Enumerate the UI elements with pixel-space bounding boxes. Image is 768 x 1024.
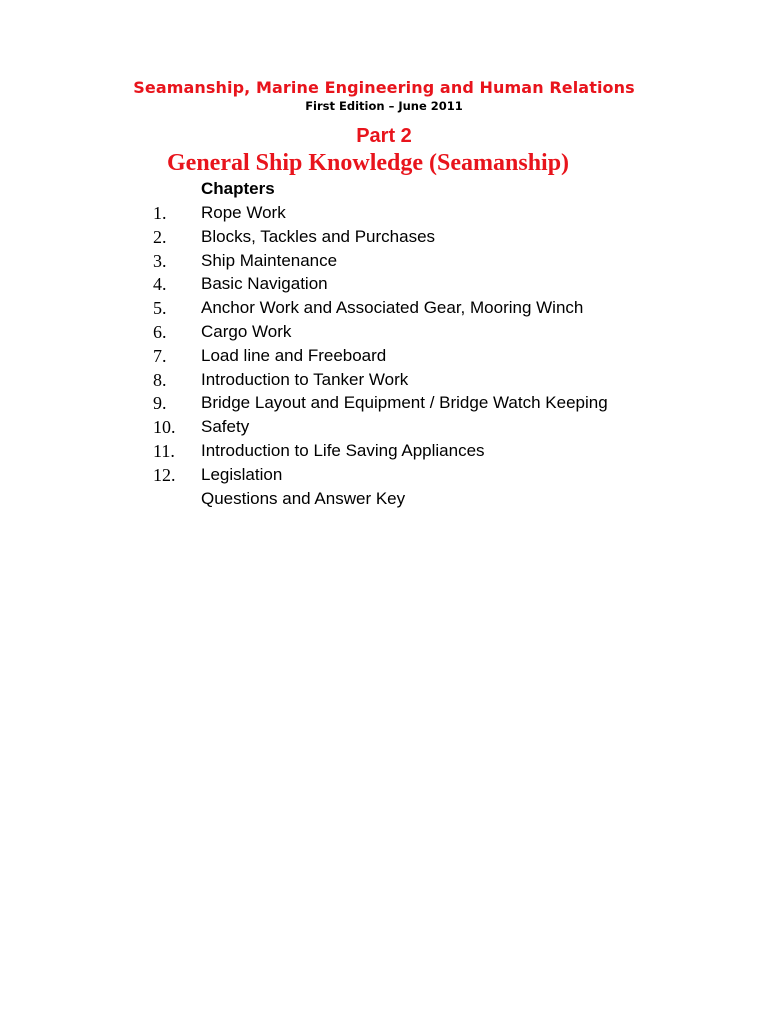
list-item <box>0 251 768 275</box>
chapter-number: 10. <box>153 417 176 438</box>
list-item <box>0 465 768 489</box>
chapters-heading: Chapters <box>201 179 275 198</box>
list-item <box>0 489 768 513</box>
chapter-title: Cargo Work <box>201 321 292 341</box>
chapter-title: Blocks, Tackles and Purchases <box>201 226 436 246</box>
part-label: Part 2 <box>356 125 412 147</box>
chapter-number: 11. <box>153 440 175 461</box>
chapter-title: Basic Navigation <box>201 274 328 294</box>
list-item <box>0 203 768 227</box>
list-item <box>0 441 768 465</box>
book-title: Seamanship, Marine Engineering and Human Relations <box>133 78 635 97</box>
chapter-title: Legislation <box>201 464 283 484</box>
part-title: General Ship Knowledge (Seamanship) <box>167 150 570 176</box>
chapter-number: 4. <box>153 274 167 295</box>
chapter-number: 1. <box>153 203 167 223</box>
list-item <box>0 274 768 298</box>
list-item <box>0 322 768 346</box>
chapter-title: Introduction to Life Saving Appliances <box>201 440 485 460</box>
list-item <box>0 227 768 251</box>
chapter-title: Questions and Answer Key <box>201 488 406 508</box>
list-item <box>0 298 768 322</box>
chapter-title: Anchor Work and Associated Gear, Mooring Winch <box>201 298 584 318</box>
chapter-title: Load line and Freeboard <box>201 345 387 365</box>
list-item <box>0 393 768 417</box>
chapter-number: 3. <box>153 250 167 271</box>
chapter-title: Bridge Layout and Equipment / Bridge Watch Keeping <box>201 393 608 413</box>
chapter-number: 5. <box>153 298 167 319</box>
chapter-title: Ship Maintenance <box>201 250 338 270</box>
chapter-number: 9. <box>153 393 167 414</box>
chapter-title: Rope Work <box>201 203 286 222</box>
edition-line: First Edition – June 2011 <box>305 99 463 113</box>
chapter-number: 2. <box>153 226 167 247</box>
chapter-number: 8. <box>153 369 167 390</box>
chapter-title: Safety <box>201 417 250 437</box>
chapter-number: 6. <box>153 321 167 342</box>
chapter-title: Introduction to Tanker Work <box>201 369 409 389</box>
chapter-number: 12. <box>153 464 176 485</box>
list-item <box>0 417 768 441</box>
chapter-number: 7. <box>153 345 167 366</box>
list-item <box>0 346 768 370</box>
list-item <box>0 370 768 394</box>
chapter-list <box>0 203 768 512</box>
